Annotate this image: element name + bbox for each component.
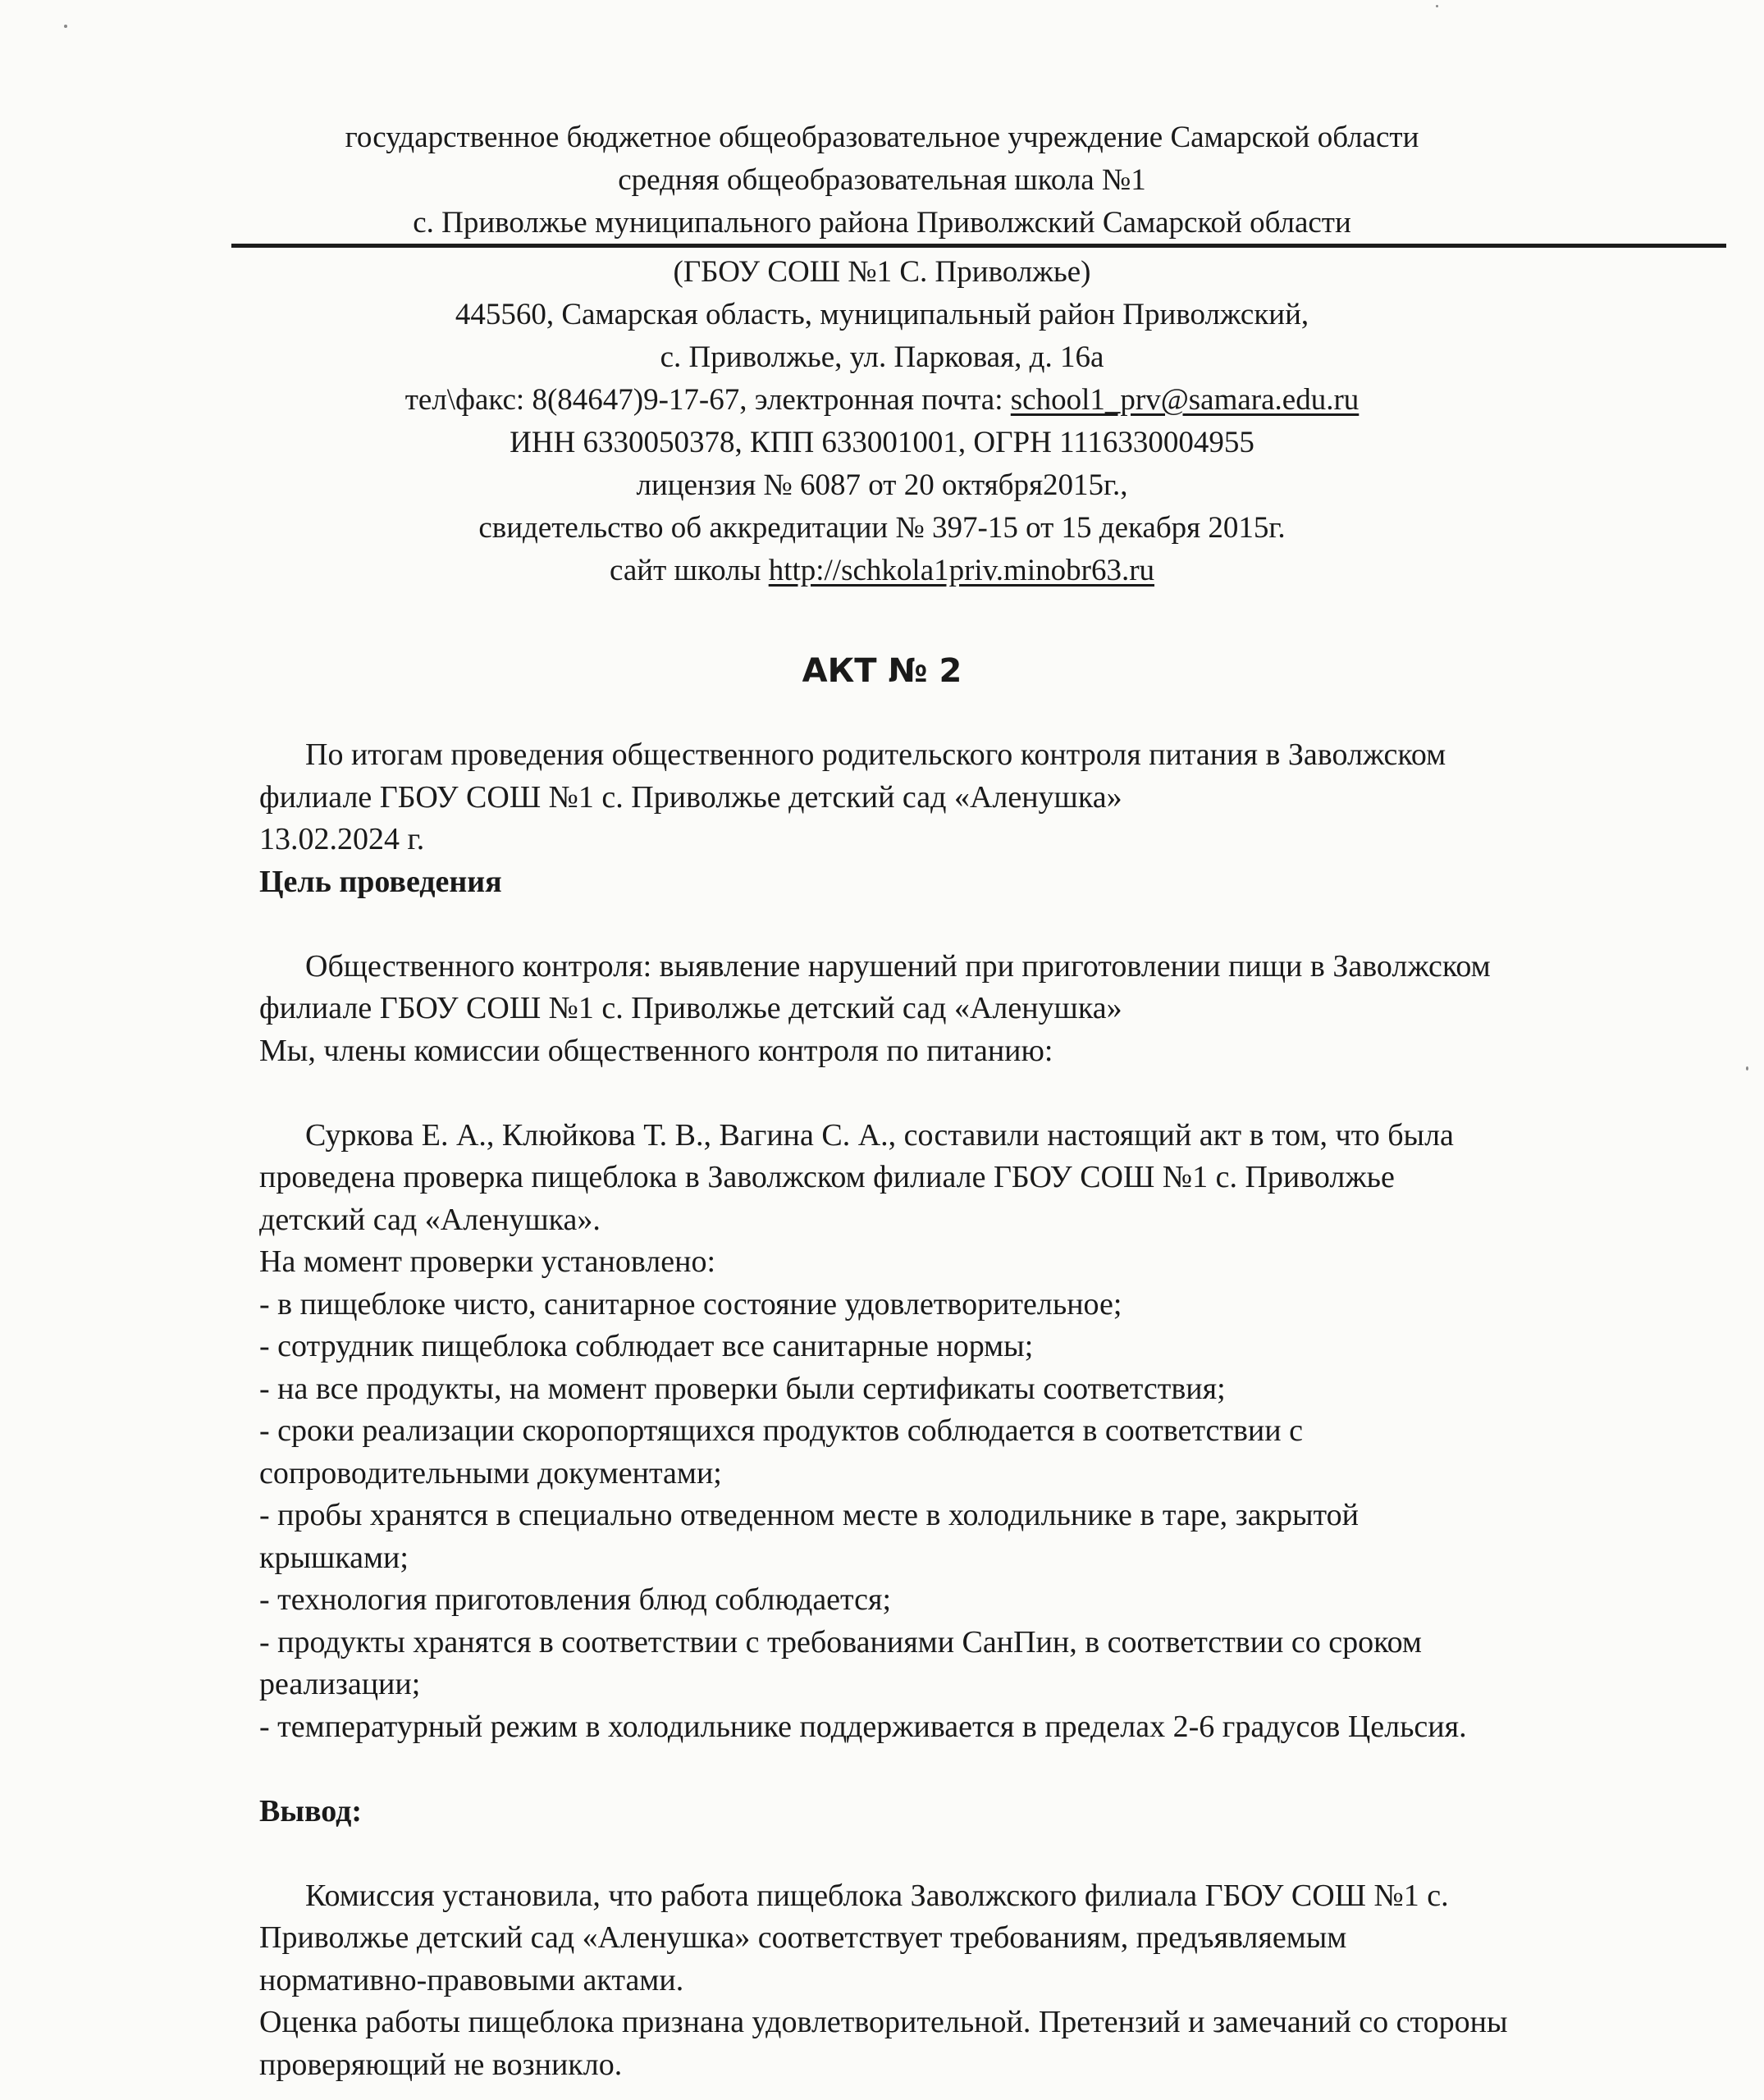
conclusion-line: нормативно-правовыми актами. bbox=[259, 1962, 684, 1997]
finding-item: сопроводительными документами; bbox=[259, 1455, 722, 1491]
spacer bbox=[259, 1833, 1736, 1875]
spacer bbox=[259, 903, 1736, 946]
conclusion-line: проверяющий не возникло. bbox=[259, 2047, 623, 2082]
institution-name-line-1: государственное бюджетное общеобразовательное учреждение Самарской области bbox=[345, 121, 1419, 154]
intro-line: По итогам проведения общественного родительского контроля питания в Заволжском bbox=[305, 737, 1446, 772]
finding-item: - в пищеблоке чисто, санитарное состояние удовлетворительное; bbox=[259, 1286, 1122, 1322]
institution-name-line-2: средняя общеобразовательная школа №1 bbox=[618, 163, 1146, 197]
site-link[interactable]: http://schkola1priv.minobr63.ru bbox=[768, 554, 1155, 587]
finding-item: - продукты хранятся в соответствии с требованиями СанПин, в соответствии со сроком bbox=[259, 1624, 1422, 1659]
institution-header bbox=[0, 116, 1764, 244]
finding-item: - сотрудник пищеблока соблюдает все санитарные нормы; bbox=[259, 1329, 1034, 1363]
finding-item: - на все продукты, на момент проверки были сертификаты соответствия; bbox=[259, 1371, 1226, 1406]
spacer bbox=[259, 1072, 1736, 1115]
contact-line bbox=[0, 379, 1764, 422]
address-line-2: с. Приволжье, ул. Парковая, д. 16а bbox=[660, 340, 1104, 374]
finding-item: реализации; bbox=[259, 1667, 421, 1701]
act-body bbox=[259, 734, 1736, 2086]
conclusion-line: Оценка работы пищеблока признана удовлетворительной. Претензий и замечаний со стороны bbox=[259, 2005, 1508, 2039]
institution-short-name: (ГБОУ СОШ №1 С. Приволжье) bbox=[673, 255, 1091, 289]
site-prefix: сайт школы bbox=[609, 554, 769, 587]
goal-line: Мы, члены комиссии общественного контроля по питанию: bbox=[259, 1033, 1053, 1068]
finding-item: - пробы хранятся в специально отведенном месте в холодильнике в таре, закрытой bbox=[259, 1498, 1359, 1532]
finding-item: - сроки реализации скоропортящихся продуктов соблюдается в соответствии с bbox=[259, 1413, 1303, 1448]
act-date: 13.02.2024 г. bbox=[259, 822, 425, 856]
spacer bbox=[259, 1748, 1736, 1791]
goal-heading: Цель проведения bbox=[259, 864, 502, 899]
finding-item: крышками; bbox=[259, 1540, 409, 1575]
members-line: проведена проверка пищеблока в Заволжском филиале ГБОУ СОШ №1 с. Приволжье bbox=[259, 1160, 1395, 1194]
institution-details bbox=[0, 251, 1764, 592]
act-title: АКТ № 2 bbox=[802, 652, 962, 690]
contact-prefix: тел\факс: 8(84647)9-17-67, электронная почта: bbox=[404, 383, 1011, 417]
conclusion-line: Приволжье детский сад «Аленушка» соответствует требованиям, предъявляемым bbox=[259, 1920, 1347, 1955]
goal-line: филиале ГБОУ СОШ №1 с. Приволжье детский сад «Аленушка» bbox=[259, 991, 1122, 1025]
conclusion-heading: Вывод: bbox=[259, 1793, 363, 1828]
institution-name-line-3: с. Приволжье муниципального района Приволжский Самарской области bbox=[413, 206, 1351, 240]
header-divider bbox=[231, 244, 1726, 248]
goal-line: Общественного контроля: выявление нарушений при приготовлении пищи в Заволжском bbox=[305, 948, 1491, 984]
email-link[interactable]: school1_prv@samara.edu.ru bbox=[1010, 383, 1360, 417]
members-line: Суркова Е. А., Клюйкова Т. В., Вагина С. А., составили настоящий акт в том, что была bbox=[305, 1117, 1454, 1153]
scan-speck bbox=[64, 25, 67, 28]
finding-item: - температурный режим в холодильнике поддерживается в пределах 2-6 градусов Цельсия. bbox=[259, 1709, 1467, 1744]
findings-heading: На момент проверки установлено: bbox=[259, 1244, 716, 1279]
finding-item: - технология приготовления блюд соблюдается; bbox=[259, 1582, 892, 1617]
site-line bbox=[0, 550, 1764, 592]
scan-speck bbox=[1436, 5, 1438, 7]
license-line: лицензия № 6087 от 20 октября2015г., bbox=[636, 468, 1128, 502]
conclusion-line: Комиссия установила, что работа пищеблока Заволжского филиала ГБОУ СОШ №1 с. bbox=[305, 1878, 1449, 1913]
requisites-line: ИНН 6330050378, КПП 633001001, ОГРН 1116330004955 bbox=[510, 426, 1254, 459]
intro-line: филиале ГБОУ СОШ №1 с. Приволжье детский сад «Аленушка» bbox=[259, 779, 1122, 815]
members-line: детский сад «Аленушка». bbox=[259, 1202, 601, 1237]
address-line-1: 445560, Самарская область, муниципальный район Приволжский, bbox=[455, 298, 1309, 331]
accreditation-line: свидетельство об аккредитации № 397-15 от 15 декабря 2015г. bbox=[478, 511, 1286, 545]
scan-speck bbox=[1746, 1066, 1748, 1071]
